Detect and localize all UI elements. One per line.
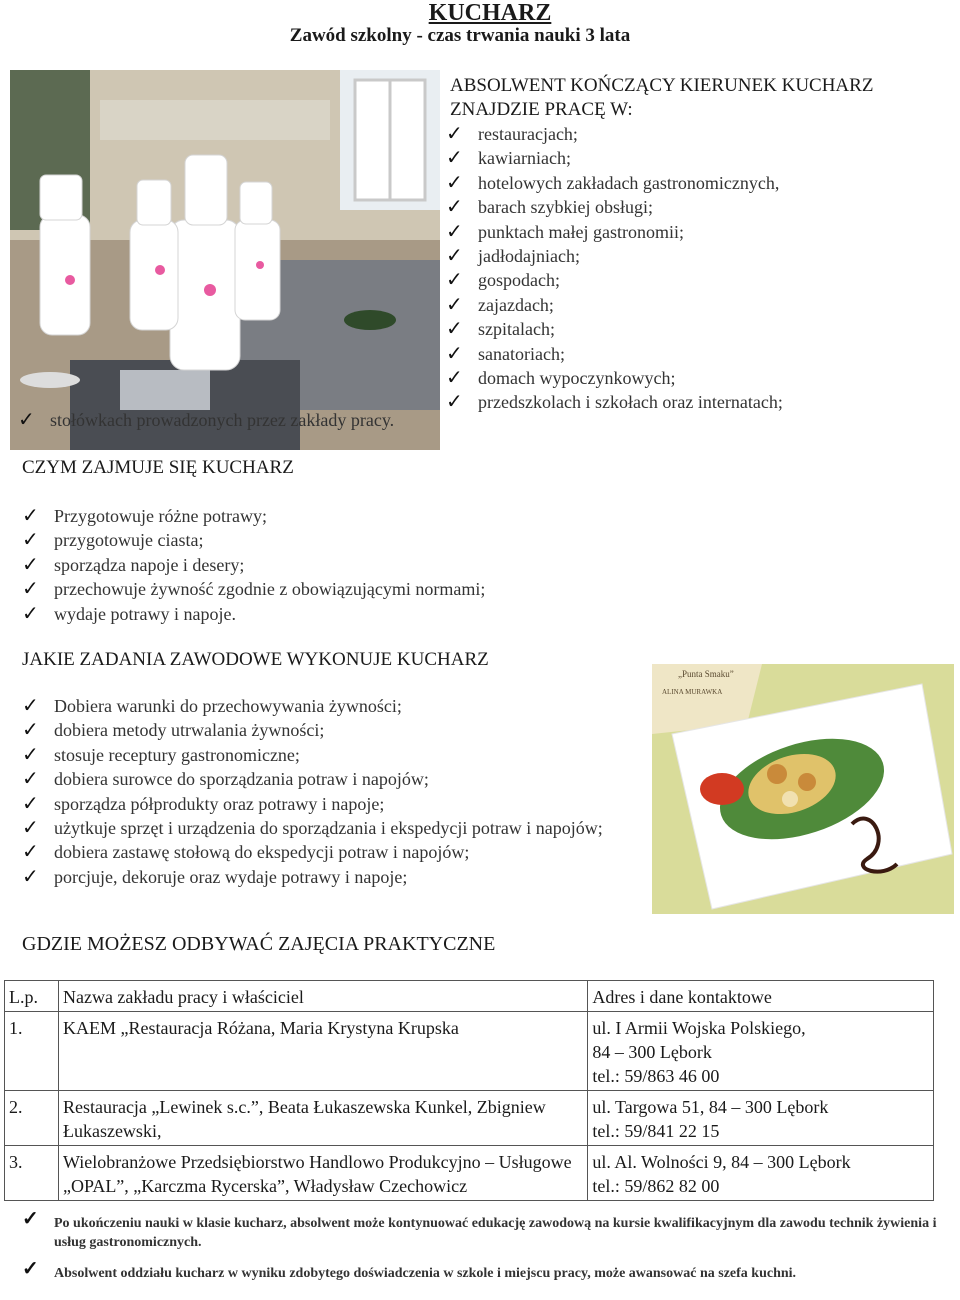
checkmark-icon: ✓ <box>22 578 39 601</box>
list-item: ✓ przechowuje żywność zgodnie z obowiązującymi normami; <box>22 578 486 601</box>
list-item: ✓ dobiera zastawę stołową do ekspedycji potraw i napojów; <box>22 841 470 864</box>
workplaces-list <box>444 122 783 415</box>
checkmark-icon: ✓ <box>18 409 35 431</box>
list-item: ✓ wydaje potrawy i napoje. <box>22 602 236 625</box>
checkmark-icon: ✓ <box>22 1208 39 1230</box>
list-item: ✓ dobiera metody utrwalania żywności; <box>22 719 325 742</box>
table-row <box>5 1146 934 1201</box>
checkmark-icon: ✓ <box>22 602 39 625</box>
address-line: tel.: 59/841 22 15 <box>592 1121 720 1141</box>
address-line: ul. Targowa 51, 84 – 300 Lębork <box>592 1097 829 1117</box>
list-item: ✓ domach wypoczynkowych; <box>446 367 676 390</box>
table-row <box>5 1012 934 1091</box>
tasks-heading: JAKIE ZADANIA ZAWODOWE WYKONUJE KUCHARZ <box>22 649 489 670</box>
list-item: ✓ stołówkach prowadzonych przez zakłady pracy. <box>18 409 395 431</box>
workplaces-list-last <box>16 408 394 432</box>
list-item: ✓ hotelowych zakładach gastronomicznych, <box>446 171 780 194</box>
workplace-name: Wielobranżowe Przedsiębiorstwo Handlowo Produkcyjno – Usługowe „OPAL”, „Karczma Rycerska”, Władysław Czechowicz <box>58 1146 587 1201</box>
list-item: ✓ użytkuje sprzęt i urządzenia do sporządzania i ekspedycji potraw i napojów; <box>22 817 603 840</box>
row-number: 1. <box>5 1012 59 1091</box>
checkmark-icon: ✓ <box>446 342 463 365</box>
checkmark-icon: ✓ <box>446 147 463 170</box>
address-line: tel.: 59/863 46 00 <box>592 1066 720 1086</box>
tasks-list <box>20 694 640 889</box>
column-header: Adres i dane kontaktowe <box>588 981 934 1012</box>
table-header-row <box>5 981 934 1012</box>
notes-list <box>20 1208 940 1283</box>
row-number: 2. <box>5 1091 59 1146</box>
list-item: ✓ Po ukończeniu nauki w klasie kucharz, absolwent może kontynuować edukację zawodową na kursie kwalifikacyjnym dla zawodu technik żywienia i usług gastronomicznych. <box>22 1208 937 1250</box>
list-item: ✓ Absolwent oddziału kucharz w wyniku zdobytego doświadczenia w szkole i miejscu pracy, może awansować na szefa kuchni. <box>22 1258 797 1281</box>
checkmark-icon: ✓ <box>22 553 39 576</box>
checkmark-icon: ✓ <box>22 505 39 527</box>
list-item: ✓ kawiarniach; <box>446 147 571 170</box>
column-header: L.p. <box>5 981 59 1012</box>
list-item: ✓ dobiera surowce do sporządzania potraw i napojów; <box>22 768 429 791</box>
list-item: ✓ barach szybkiej obsługi; <box>446 196 653 219</box>
list-item: ✓ sporządza półprodukty oraz potrawy i napoje; <box>22 792 385 815</box>
checkmark-icon: ✓ <box>446 245 463 268</box>
menu-card-line2: ALINA MURAWKA <box>662 688 723 696</box>
checkmark-icon: ✓ <box>446 318 463 341</box>
checkmark-icon: ✓ <box>446 220 463 243</box>
workplace-name: KAEM „Restauracja Różana, Maria Krystyna Krupska <box>58 1012 587 1091</box>
list-item: ✓ Dobiera warunki do przechowywania żywności; <box>22 695 402 717</box>
checkmark-icon: ✓ <box>22 768 39 791</box>
list-item: ✓ zajazdach; <box>446 293 554 316</box>
checkmark-icon: ✓ <box>446 123 463 145</box>
checkmark-icon: ✓ <box>446 269 463 292</box>
duties-heading: CZYM ZAJMUJE SIĘ KUCHARZ <box>22 457 294 478</box>
page-title: KUCHARZ <box>428 0 552 26</box>
workplace-name: Restauracja „Lewinek s.c.”, Beata Łukaszewska Kunkel, Zbigniew Łukaszewski, <box>58 1091 587 1146</box>
list-item: ✓ restauracjach; <box>446 123 578 145</box>
list-item: ✓ sporządza napoje i desery; <box>22 553 245 576</box>
checkmark-icon: ✓ <box>446 391 463 414</box>
list-item: ✓ porcjuje, dekoruje oraz wydaje potrawy i napoje; <box>22 865 408 888</box>
list-item: ✓ przedszkolach i szkołach oraz internatach; <box>446 391 783 414</box>
workplace-address <box>588 1091 934 1146</box>
list-item: ✓ jadłodajniach; <box>446 245 580 268</box>
checkmark-icon: ✓ <box>446 196 463 219</box>
workplace-address <box>588 1146 934 1201</box>
list-item: ✓ stosuje receptury gastronomiczne; <box>22 743 300 766</box>
practice-heading: GDZIE MOŻESZ ODBYWAĆ ZAJĘCIA PRAKTYCZNE <box>22 933 496 955</box>
checkmark-icon: ✓ <box>446 367 463 390</box>
list-item: ✓ punktach małej gastronomii; <box>446 220 684 243</box>
row-number: 3. <box>5 1146 59 1201</box>
address-line: 84 – 300 Lębork <box>592 1042 712 1062</box>
kitchen-photo <box>10 70 440 450</box>
checkmark-icon: ✓ <box>446 293 463 316</box>
checkmark-icon: ✓ <box>22 719 39 742</box>
list-item: ✓ Przygotowuje różne potrawy; <box>22 505 267 527</box>
address-line: tel.: 59/862 82 00 <box>592 1176 720 1196</box>
address-line: ul. Al. Wolności 9, 84 – 300 Lębork <box>592 1152 851 1172</box>
checkmark-icon: ✓ <box>446 171 463 194</box>
workplaces-heading-line1: ABSOLWENT KOŃCZĄCY KIERUNEK KUCHARZ <box>450 75 874 96</box>
checkmark-icon: ✓ <box>22 1258 39 1280</box>
duties-list <box>20 504 485 626</box>
list-item: ✓ szpitalach; <box>446 318 555 341</box>
page-subtitle: Zawód szkolny - czas trwania nauki 3 lata <box>289 25 631 46</box>
dish-photo <box>652 664 954 914</box>
checkmark-icon: ✓ <box>22 817 39 840</box>
list-item: ✓ gospodach; <box>446 269 560 292</box>
menu-card-line1: „Punta Smaku” <box>678 669 734 679</box>
table-row <box>5 1091 934 1146</box>
checkmark-icon: ✓ <box>22 865 39 888</box>
checkmark-icon: ✓ <box>22 529 39 552</box>
workplace-address <box>588 1012 934 1091</box>
checkmark-icon: ✓ <box>22 792 39 815</box>
workplaces-heading-line2: ZNAJDZIE PRACĘ W: <box>450 99 633 120</box>
list-item: ✓ sanatoriach; <box>446 342 565 365</box>
practice-table <box>4 980 934 1201</box>
list-item: ✓ przygotowuje ciasta; <box>22 529 204 552</box>
column-header: Nazwa zakładu pracy i właściciel <box>58 981 587 1012</box>
address-line: ul. I Armii Wojska Polskiego, <box>592 1018 806 1038</box>
checkmark-icon: ✓ <box>22 841 39 864</box>
checkmark-icon: ✓ <box>22 695 39 717</box>
checkmark-icon: ✓ <box>22 743 39 766</box>
